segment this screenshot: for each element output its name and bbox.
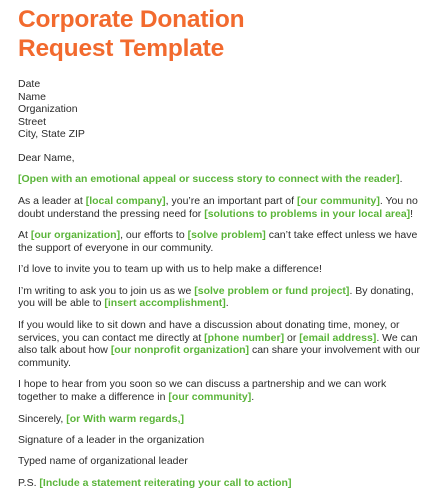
text-segment: . [225, 297, 229, 310]
paragraph-invitation: I’d love to invite you to team up with us to help make a difference! [18, 263, 322, 276]
placeholder-our-community: [our community] [296, 194, 380, 207]
text-segment: As a leader at [18, 194, 86, 207]
closing [18, 413, 423, 426]
text-segment: or [284, 331, 300, 344]
text-segment: I hope to hear from you soon so we can discuss a partnership and we can work together to make a difference in [18, 378, 387, 404]
address-date: Date [18, 78, 41, 90]
text-segment: . You no doubt understand the pressing need for [18, 194, 418, 220]
placeholder-local-company: [local company] [85, 194, 166, 207]
address-name: Name [18, 90, 47, 103]
paragraph-partnership [18, 378, 423, 404]
placeholder-our-community: [our community] [168, 391, 252, 404]
text-segment: , you’re an important part of [165, 194, 297, 207]
address-organization: Organization [18, 103, 78, 116]
postscript [18, 477, 423, 490]
address-street: Street [18, 115, 47, 128]
title-line-2: Request Template [18, 35, 225, 62]
placeholder-solve-problem: [solve problem] [187, 228, 266, 241]
placeholder-closing-alternative: [or With warm regards,] [66, 412, 185, 425]
paragraph-organization-efforts [18, 229, 423, 255]
address-city-state-zip: City, State ZIP [18, 128, 85, 141]
text-segment: . By donating, you will be able to [18, 284, 414, 310]
text-segment: I’m writing to ask you to join us as we [18, 284, 195, 297]
letter-template [18, 0, 423, 490]
paragraph-ask [18, 285, 423, 311]
text-segment: P.S. [18, 476, 40, 489]
salutation: Dear Name, [18, 151, 75, 164]
recipient-address-block [18, 78, 423, 141]
placeholder-problem-or-project: [solve problem or fund project] [194, 284, 350, 297]
text-segment: ! [410, 207, 414, 220]
placeholder-local-solutions: [solutions to problems in your local area] [204, 207, 411, 220]
paragraph-contact [18, 319, 423, 370]
text-segment: . [251, 391, 255, 404]
typed-name-line: Typed name of organizational leader [18, 455, 188, 468]
signature-line: Signature of a leader in the organization [18, 434, 205, 447]
text-segment: can share your involvement with our community. [18, 344, 421, 370]
placeholder-accomplishment: [insert accomplishment] [104, 297, 226, 310]
page-title [18, 5, 423, 63]
paragraph-leader-intro [18, 195, 423, 221]
text-segment: can’t take effect unless we have the support of everyone in our community. [18, 228, 418, 254]
paragraph-emotional-appeal [18, 173, 423, 186]
placeholder-email-address: [email address] [299, 331, 377, 344]
placeholder-emotional-appeal: [Open with an emotional appeal or success story to connect with the reader] [18, 173, 400, 186]
text-segment: At [18, 228, 31, 241]
text-segment: If you would like to sit down and have a discussion about donating time, money, or services, you can contact me directly at [18, 318, 400, 344]
text-segment: Sincerely, [18, 412, 67, 425]
placeholder-our-organization: [our organization] [30, 228, 121, 241]
text-segment: . [399, 173, 403, 186]
placeholder-call-to-action: [Include a statement reiterating your call to action] [39, 476, 292, 489]
placeholder-phone-number: [phone number] [204, 331, 285, 344]
text-segment: . We can also talk about how [18, 331, 418, 357]
text-segment: , our efforts to [120, 228, 188, 241]
title-line-1: Corporate Donation [18, 6, 245, 33]
placeholder-nonprofit-organization: [our nonprofit organization] [110, 344, 250, 357]
